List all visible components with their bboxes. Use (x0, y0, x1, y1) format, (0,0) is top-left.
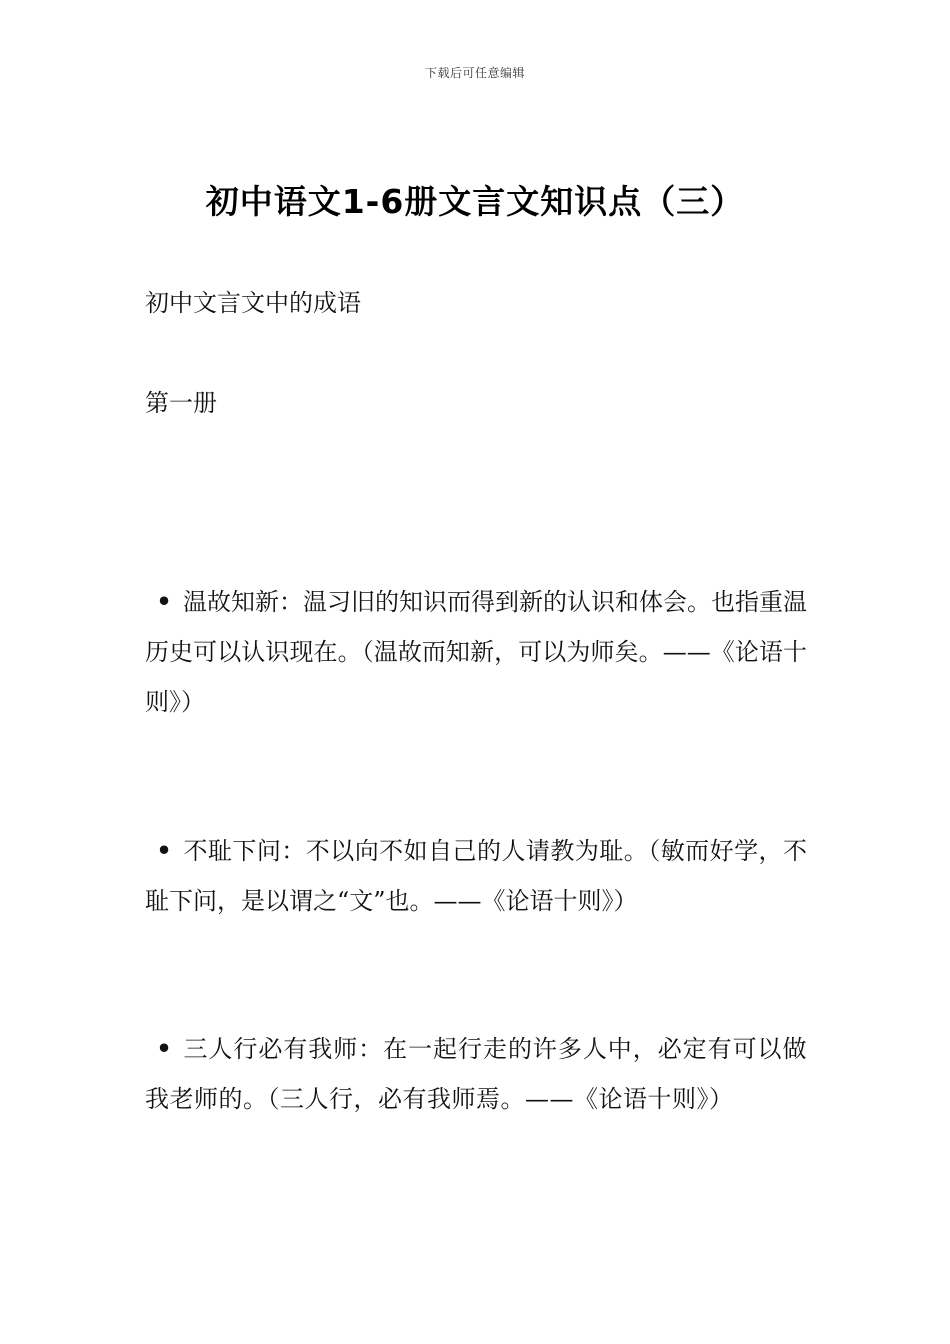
bullet-icon: • (156, 587, 172, 616)
idiom-entry (145, 1024, 807, 1124)
idiom-entry-text: 不耻下问：不以向不如自己的人请教为耻。（敏而好学，不耻下问，是以谓之“文”也。——《论语十则》） (145, 837, 807, 915)
volume-heading: 第一册 (145, 389, 217, 417)
document-title: 初中语文1-6册文言文知识点（三） (205, 182, 745, 221)
section-subtitle: 初中文言文中的成语 (145, 289, 361, 317)
idiom-entry (145, 826, 807, 926)
idiom-entry (145, 577, 807, 727)
idiom-entry-text: 温故知新：温习旧的知识而得到新的认识和体会。也指重温历史可以认识现在。（温故而知新，可以为师矣。——《论语十则》） (145, 588, 807, 716)
idiom-entry-text: 三人行必有我师：在一起行走的许多人中，必定有可以做我老师的。（三人行，必有我师焉。——《论语十则》） (145, 1035, 807, 1113)
page-header-note: 下载后可任意编辑 (424, 66, 525, 80)
bullet-icon: • (156, 836, 172, 865)
bullet-icon: • (156, 1034, 172, 1063)
